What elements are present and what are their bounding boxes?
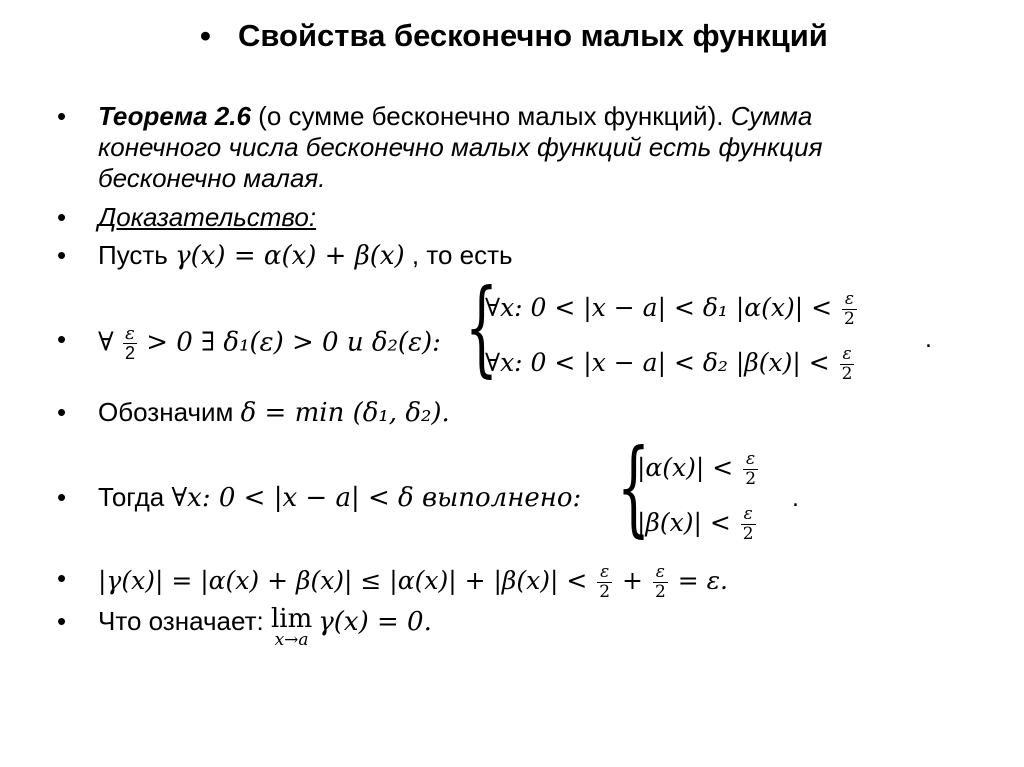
- system-2-line-2: |β(x)| < $\frac{\varepsilon}{2}$: [637, 504, 754, 544]
- bullet: •: [57, 563, 67, 593]
- theorem-label: Теорема 2.6: [98, 101, 251, 131]
- theorem-paren: (о сумме бесконечно малых функций).: [250, 101, 731, 131]
- theorem-text-3: бесконечно малая.: [98, 163, 326, 193]
- eps-half-fraction: $\frac{\varepsilon}{2}$: [124, 323, 135, 363]
- bullet: •: [57, 202, 67, 232]
- system-2-period: .: [792, 484, 799, 512]
- sum-right: = ε.: [677, 566, 728, 595]
- forall-condition: > 0 ∃ δ₁(ε) > 0 и δ₂(ε):: [146, 327, 441, 358]
- title-bullet: •: [200, 18, 211, 53]
- system-1-period: .: [925, 325, 932, 353]
- then-formula: ∀x: 0 < |x − a| < δ выполнено:: [171, 483, 582, 513]
- proof-label: Доказательство:: [98, 202, 317, 232]
- let-formula: γ(x) = α(x) + β(x): [175, 241, 405, 271]
- sum-left: |γ(x)| = |α(x) + β(x)| ≤ |α(x)| + |β(x)| <: [98, 566, 588, 595]
- bullet: •: [57, 101, 67, 131]
- eps-half-fraction: $\frac{\varepsilon}{2}$: [599, 562, 611, 602]
- limit-operator: lim x→a: [270, 604, 313, 650]
- system-1-line-2: ∀x: 0 < |x − a| < δ₂ |β(x)| < $\frac{\varepsilon}{2}$: [485, 344, 853, 384]
- theorem-text-1: Сумма: [730, 101, 813, 131]
- left-brace-1: {: [465, 266, 499, 388]
- theorem-text-2: конечного числа бесконечно малых функций есть функция: [98, 132, 823, 162]
- bullet: •: [57, 397, 67, 427]
- bullet: •: [57, 606, 67, 636]
- sum-plus: +: [622, 566, 643, 595]
- bullet: •: [57, 482, 67, 512]
- then-prefix: Тогда: [98, 482, 172, 512]
- denote-prefix: Обозначим: [98, 397, 241, 427]
- system-2-line-1: |α(x)| < $\frac{\varepsilon}{2}$: [637, 449, 757, 489]
- system-1-line-1: ∀x: 0 < |x − a| < δ₁ |α(x)| < $\frac{\varepsilon}{2}$: [485, 289, 855, 329]
- left-brace-2: {: [617, 426, 651, 548]
- denote-formula: δ = min (δ₁, δ₂).: [240, 398, 450, 428]
- title-text: Свойства бесконечно малых функций: [238, 18, 828, 53]
- let-suffix: , то есть: [404, 240, 513, 270]
- eps-half-fraction: $\frac{\varepsilon}{2}$: [654, 562, 666, 602]
- bullet: •: [57, 240, 67, 270]
- bullet: •: [57, 324, 67, 354]
- let-prefix: Пусть: [98, 240, 176, 270]
- means-rest: γ(x) = 0.: [318, 607, 432, 637]
- forall-symbol: ∀: [98, 327, 114, 358]
- means-prefix: Что означает:: [98, 606, 271, 636]
